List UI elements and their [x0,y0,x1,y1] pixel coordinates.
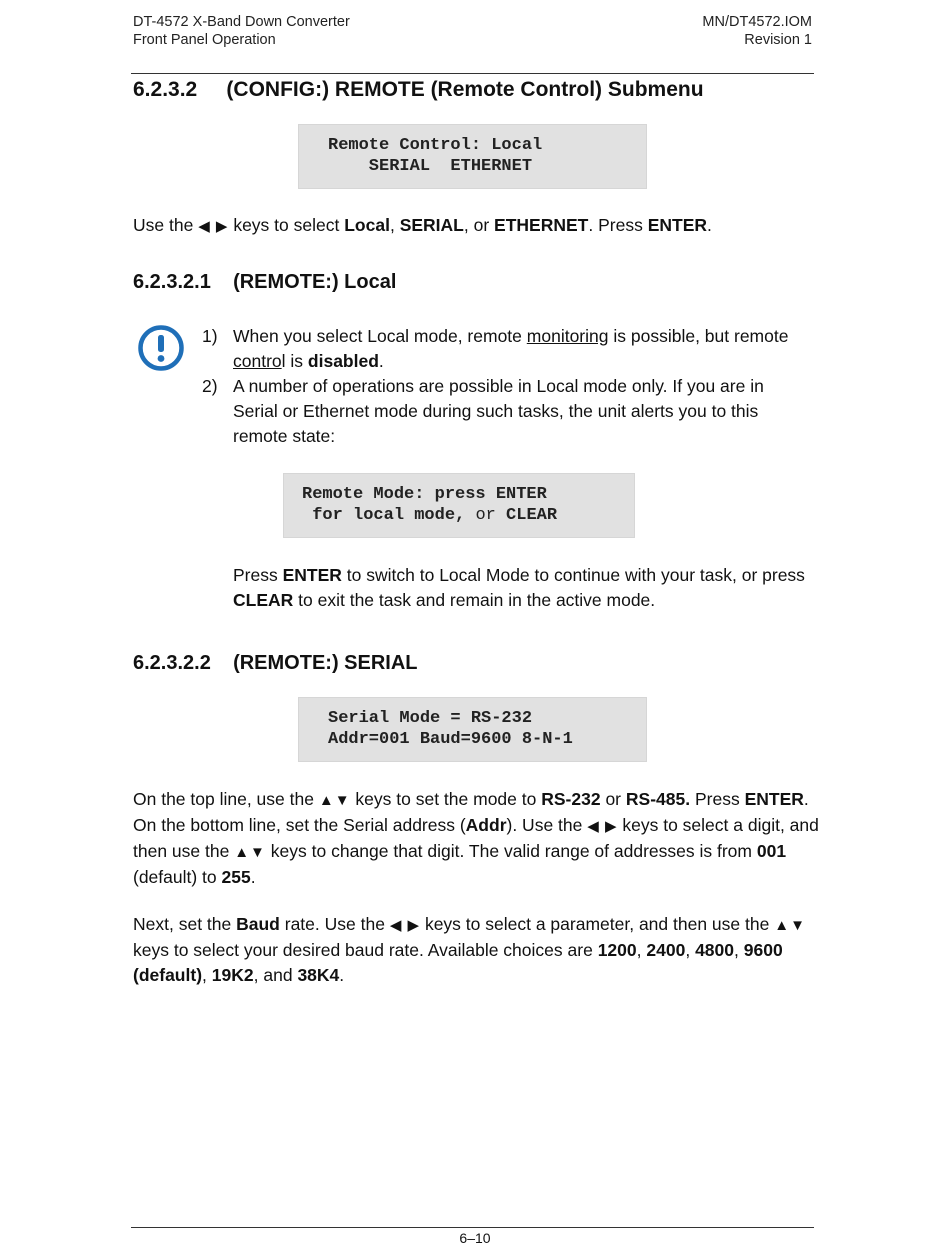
bold-term: ENTER [282,565,342,585]
lcd-line-1: Serial Mode = RS-232 [328,709,533,728]
text-run: Press [694,789,740,809]
text-run: keys to select a parameter, and then use the [424,914,770,934]
bold-term: CLEAR [233,590,294,610]
text-run: ). Use the [506,815,583,835]
text-run: to switch to Local Mode to continue with your task, or press [346,565,805,585]
section-title: (REMOTE:) SERIAL [233,652,418,674]
bold-term: RS-232 [541,789,601,809]
text-run: . [339,965,345,985]
text-run: is possible, but remote [613,326,789,346]
bold-term: 1200 [597,940,637,960]
list-item-remote-alert: A number of operations are possible in Local mode only. If you are in Serial or Ethernet mode during such tasks, the unit alerts you to this remote state: [233,376,764,446]
text-run: Next, set the [133,914,232,934]
bold-term: 19K2 [211,965,254,985]
bold-term: Local [344,215,390,235]
bold-term: 38K4 [297,965,340,985]
text-run: CLEAR [495,506,558,525]
lcd-display-serial-mode [299,698,646,761]
section-number: 6.2.3.2.1 [133,271,211,293]
text-run: , [685,940,691,960]
left-right-arrow-icons: ◀ ▶ [198,218,229,235]
bold-term: 4800 [695,940,734,960]
text-run: or [475,506,496,525]
lcd-display-remote-mode [284,474,634,537]
text-run: . [707,215,712,235]
lcd-line-2: Addr=001 Baud=9600 8-N-1 [328,730,573,749]
underlined-term: contro [233,351,282,371]
bold-term: disabled [307,351,379,371]
header-revision: Revision 1 [744,32,812,48]
section-heading-local [133,271,396,294]
underlined-term: monitoring [526,326,609,346]
text-run: keys to set the mode to [355,789,537,809]
text-run: . [250,867,256,887]
bold-term: 2400 [646,940,686,960]
text-run: , and [253,965,293,985]
text-run: keys to change that digit. The valid range of addresses is from [270,841,752,861]
text-run: , [389,215,395,235]
up-down-arrow-icons: ▲▼ [318,792,351,809]
serial-mode-instructions [133,787,823,890]
remote-instructions [133,213,823,239]
list-number: 1) [202,326,218,346]
bold-term: ETHERNET [494,215,589,235]
bold-term: ENTER [647,215,708,235]
page-header-left [133,13,350,49]
list-item-local-mode [233,324,813,374]
text-run: Use the [133,215,194,235]
page-header-right [702,13,812,49]
bold-term: Addr [465,815,507,835]
lcd-line-1: Remote Mode: press ENTER [302,485,547,504]
up-down-arrow-icons: ▲▼ [234,844,266,861]
text-run: keys to select [233,215,340,235]
text-run: l is [281,351,304,371]
text-run: . Press [588,215,643,235]
footer-rule [131,1227,814,1228]
text-run: . On the bottom line, set the Serial address ( [133,789,809,835]
text-run: (default) to [133,867,217,887]
section-title: (CONFIG:) REMOTE (Remote Control) Submenu [226,78,704,101]
section-heading-remote [133,78,704,102]
lcd-line-1: Remote Control: Local [328,136,543,155]
text-run: . [378,351,384,371]
section-number: 6.2.3.2.2 [133,652,211,674]
baud-rate-instructions [133,912,823,988]
text-run: , [734,940,739,960]
section-number: 6.2.3.2 [133,78,198,101]
header-doc-title: DT-4572 X-Band Down Converter [133,14,350,30]
text-run: , [636,940,642,960]
bold-term: 255 [221,867,251,887]
header-doc-number: MN/DT4572.IOM [702,14,812,30]
up-down-arrow-icons: ▲▼ [774,917,806,934]
notice-exclamation-icon [137,324,185,372]
text-run: rate. Use the [284,914,385,934]
bold-term: RS-485. [625,789,691,809]
page-number: 6–10 [459,1230,491,1246]
bold-term: 9600 (default) [133,940,783,985]
text-run: When you select Local mode, remote [233,326,522,346]
text-run: , or [463,215,490,235]
text-run: keys to select your desired baud rate. Available choices are [133,940,593,960]
bold-term: ENTER [744,789,804,809]
bold-term: Baud [236,914,280,934]
text-run: keys to select a digit, and then use the [133,815,819,861]
text-run: or [605,789,622,809]
text-run: , [202,965,207,985]
bold-term: SERIAL [399,215,464,235]
text-run: Press [233,565,278,585]
text-run: On the top line, use the [133,789,314,809]
text-run: to exit the task and remain in the active mode. [298,590,656,610]
text-run: for local mode, [302,506,476,525]
left-right-arrow-icons: ◀ ▶ [587,818,618,835]
lcd-display-remote-control [299,125,646,188]
header-rule [131,73,814,74]
list-number: 2) [202,376,218,396]
section-heading-serial [133,652,418,675]
bold-term: 001 [756,841,787,861]
press-enter-instructions [233,563,813,613]
header-section: Front Panel Operation [133,32,276,48]
lcd-line-2: SERIAL ETHERNET [328,157,533,176]
left-right-arrow-icons: ◀ ▶ [389,917,421,934]
lcd-line-2 [302,505,634,526]
section-title: (REMOTE:) Local [233,271,397,293]
